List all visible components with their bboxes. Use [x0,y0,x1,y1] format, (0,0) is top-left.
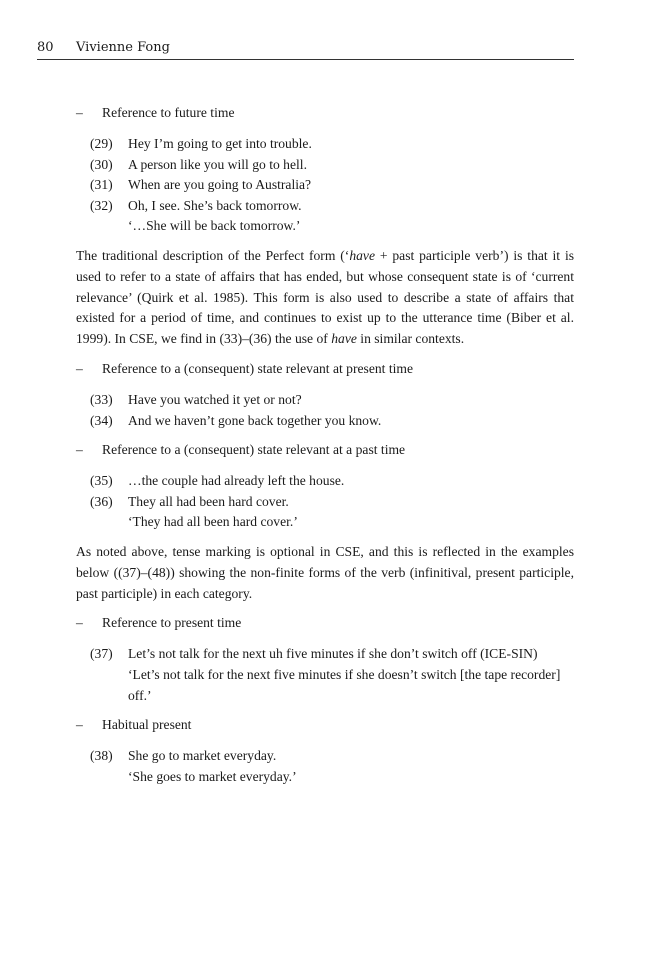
example-group [76,134,574,237]
example-group [76,471,574,533]
category-heading [76,613,574,635]
dash-marker: – [76,442,83,458]
dash-marker: – [76,615,83,631]
paragraph-text: + past participle verb’) is that it is used to refer to a state of affairs that has ended, but whose consequent state is of ‘current relevance’ (Quirk et al. 1985). This form is also used to describe a state of affairs that existed for a period of time, and continues to exist up to the utterance time (Biber et al. 1999). In CSE, we find in (33)–(36) the use of [76,247,575,347]
example-gloss: ‘She goes to market everyday.’ [128,768,297,784]
body-paragraph [76,246,574,350]
example-gloss: ‘They had all been hard cover.’ [128,514,298,530]
example-text: Hey I’m going to get into trouble. [128,136,312,151]
example-gloss: ‘Let’s not talk for the next five minutes if she doesn’t switch [the tape recorder] off.’ [128,666,561,703]
page-body [76,103,574,796]
body-paragraph: As noted above, tense marking is optional in CSE, and this is reflected in the examples below ((37)–(48)) showing the non-finite forms of the verb (infinitival, present participle, past participle) in each category. [76,543,574,601]
example-number: (37) [90,646,113,662]
category-label: Reference to a (consequent) state relevant at present time [102,360,413,376]
example-number: (36) [90,493,113,509]
example-number: (34) [90,412,113,428]
example-number: (32) [90,197,113,213]
example-36 [76,492,574,533]
example-32 [76,196,574,237]
example-text: Have you watched it yet or not? [128,391,302,407]
running-head-author: Vivienne Fong [76,40,170,55]
category-label: Reference to present time [102,615,242,631]
example-31 [76,175,574,196]
example-number: (38) [90,748,113,764]
category-label: Habitual present [102,717,192,733]
example-34 [76,411,574,432]
italic-term: have [349,247,375,263]
category-heading [76,359,574,381]
category-label: Reference to a (consequent) state relevant at a past time [102,442,406,458]
example-text: When are you going to Australia? [128,177,312,193]
example-number: (31) [90,177,113,193]
category-heading [76,103,574,125]
example-gloss: ‘…She will be back tomorrow.’ [128,218,301,234]
example-number: (30) [90,156,113,172]
category-heading [76,715,574,737]
dash-marker: – [76,717,83,733]
example-30 [76,155,574,176]
example-group [76,390,574,431]
example-37 [76,644,574,706]
example-35 [76,471,574,492]
example-33 [76,390,574,411]
category-heading [76,440,574,462]
example-number: (35) [90,473,113,489]
example-number: (33) [90,391,113,407]
example-text: And we haven’t gone back together you know. [128,412,382,428]
example-text: A person like you will go to hell. [128,156,307,172]
example-29 [76,134,574,155]
running-header [37,40,574,60]
dash-marker: – [76,105,83,120]
example-38 [76,746,574,787]
example-text: They all had been hard cover. [128,493,289,509]
paragraph-text: The traditional description of the Perfect form (‘ [76,247,350,263]
category-label: Reference to future time [102,105,235,120]
dash-marker: – [76,360,83,376]
example-text: Oh, I see. She’s back tomorrow. [128,197,302,213]
italic-term: have [331,331,357,347]
example-group [76,746,574,787]
example-text: She go to market everyday. [128,748,277,764]
example-text: Let’s not talk for the next uh five minutes if she don’t switch off (ICE-SIN) [128,646,538,662]
page-number: 80 [37,40,54,55]
example-group [76,644,574,706]
header-rule [37,59,574,60]
example-number: (29) [90,136,113,151]
paragraph-text: in similar contexts. [356,331,465,347]
example-text: …the couple had already left the house. [128,473,345,489]
